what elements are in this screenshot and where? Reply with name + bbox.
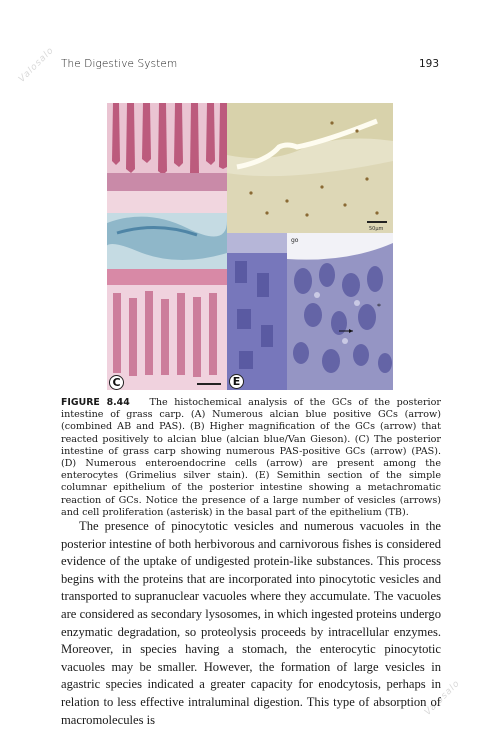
scale-bar-label: 50μm [369,226,384,232]
body-paragraph: The presence of pinocytotic vesicles and numerous vacuoles in the posterior intestine of both herbivorous and carnivorous fishes is considered evidence of the uptake of undigested protein-like substances. This process begins with the proteins that are incorporated into pinocytotic vesicles and transported to supranuclear vacuoles where they accumulate. The vacuoles are considered as secondary lysosomes, in which ingested proteins undergo enzymatic degradation, so proteolysis proceeds by intracellular enzymes. Moreover, in species having a stomach, the enterocytic pinocytotic vacuoles may be smaller. However, the formation of large vesicles in agastric species indicated a greater capacity for enodcytosis, perhaps in relation to less effective intraluminal digestion. This type of absorption of macromolecules is [61,519,441,727]
watermark: Valosalo [423,678,463,718]
micrograph-panel-pas [107,103,227,390]
running-title: The Digestive System [61,58,178,70]
panel-label-e: E [229,374,244,389]
watermark: Valosalo [17,45,57,85]
figure-caption-label: FIGURE 8.44 [61,397,130,408]
micrograph-figure [107,103,393,390]
figure-caption-text: The histochemical analysis of the GCs of the posterior intestine of grass carp. (A) Numerous alcian blue positive GCs (arrow) (combined AB and PAS). (B) Higher magnification of the GCs (arrow) that reacted positively to alcian blue (alcian blue/Van Gieson). (C) The posterior intestine of grass carp showing numerous PAS-positive GCs (arrow) (PAS). (D) Numerous enteroendocrine cells (arrow) are present among the enterocytes (Grimelius silver stain). (E) Semithin section of the simple columnar epithelium of the posterior intestine showing a metachromatic reaction of GCs. Notice the presence of a large number of vesicles (arrows) and cell proliferation (asterisk) in the basal part of the epithelium (TB). [61,397,441,518]
tissue-label-go: go [291,237,299,244]
figure-caption [61,397,441,519]
panel-label-c: C [109,375,124,390]
micrograph-panel-semithin [287,233,393,390]
page-number: 193 [418,58,439,70]
svg-text:*: * [377,302,381,311]
micrograph-panel-semithin-left [227,233,287,390]
micrograph-panel-silver [227,103,393,233]
